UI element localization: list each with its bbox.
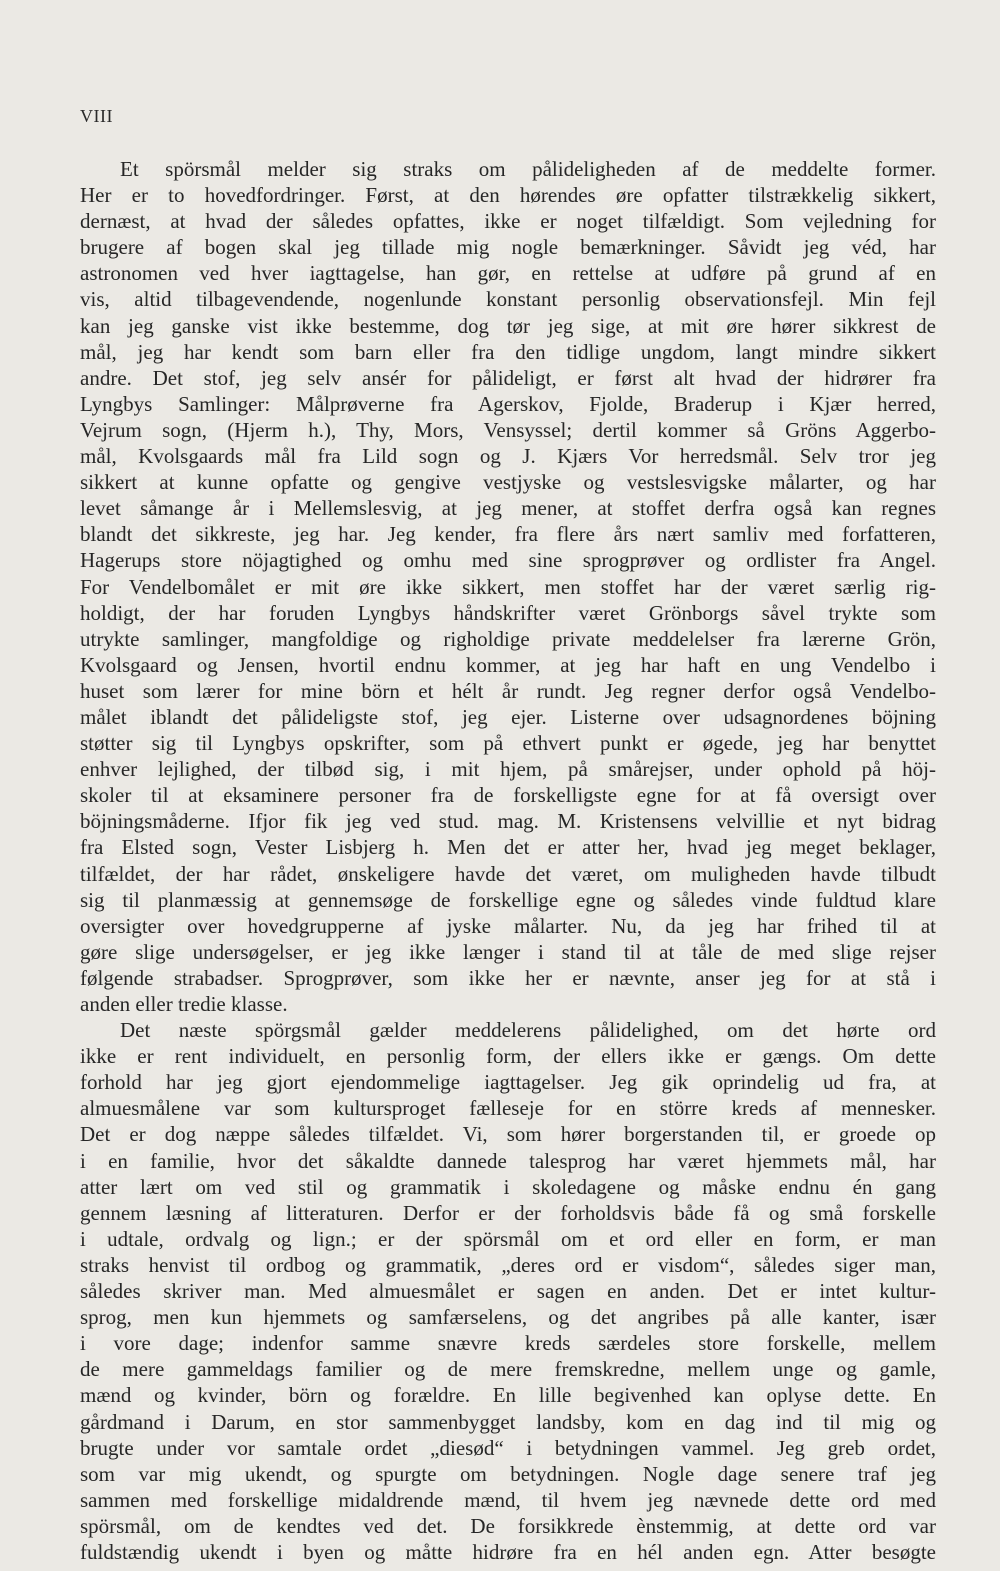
text-line: utrykte samlinger, mangfoldige og righoldige private meddelelser fra lærerne Grön, [80, 626, 936, 651]
text-line: gøre slige undersøgelser, er jeg ikke længer i stand til at tåle de med slige rejser [80, 939, 936, 964]
text-line: i udtale, ordvalg og lign.; er der spörsmål om et ord eller en form, er man [80, 1226, 936, 1251]
text-line: mål, Kvolsgaards mål fra Lild sogn og J. Kjærs Vor herredsmål. Selv tror jeg [80, 444, 936, 469]
text-line: anden eller tredie klasse. [80, 992, 288, 1016]
text-line: andre. Det stof, jeg selv ansér for pålideligt, er først alt hvad der hidrører fra [80, 365, 936, 390]
text-line: fuldstændig ukendt i byen og måtte hidrøre fra en hél anden egn. Atter besøgte [80, 1539, 936, 1564]
text-line: kan jeg ganske vist ikke bestemme, dog tør jeg sige, at mit øre hører sikkrest de [80, 313, 936, 338]
text-line: enhver lejlighed, der tilbød sig, i mit hjem, på smårejser, under ophold på höj- [80, 757, 936, 782]
text-line: sikkert at kunne opfatte og gengive vestjyske og vestslesvigske målarter, og har [80, 470, 936, 495]
text-line: forhold har jeg gjort ejendommelige iagttagelser. Jeg gik oprindelig ud fra, at [80, 1070, 936, 1095]
text-line: således skriver man. Med almuesmålet er sagen en anden. Det er intet kultur- [80, 1279, 936, 1304]
text-line: böjningsmåderne. Ifjor fik jeg ved stud. mag. M. Kristensens velvillie et nyt bidrag [80, 809, 936, 834]
text-line: For Vendelbomålet er mit øre ikke sikkert, men stoffet har der været særlig rig- [80, 574, 936, 599]
text-line: sammen med forskellige midaldrende mænd, til hvem jeg nævnede dette ord med [80, 1487, 936, 1512]
text-line: i vore dage; indenfor samme snævre kreds særdeles store forskelle, mellem [80, 1331, 936, 1356]
text-line: sprog, men kun hjemmets og samfærselens, og det angribes på alle kanter, især [80, 1305, 936, 1330]
text-line: Lyngbys Samlinger: Målprøverne fra Agerskov, Fjolde, Braderup i Kjær herred, [80, 391, 936, 416]
text-line: i en familie, hvor det såkaldte dannede talesprog har været hjemmets mål, har [80, 1148, 936, 1173]
text-line: skoler til at eksaminere personer fra de forskelligste egne for at få oversigt over [80, 783, 936, 808]
text-line: almuesmålene var som kultursproget fællesеje for en större kreds af mennesker. [80, 1096, 936, 1121]
text-line: astronomen ved hver iagttagelse, han gør, en rettelse at udføre på grund af en [80, 261, 936, 286]
text-line: blandt det sikkreste, jeg har. Jeg kender, fra flere års nært samliv med forfatteren, [80, 522, 936, 547]
text-line: Et spörsmål melder sig straks om pålideligheden af de meddelte former. [120, 157, 936, 181]
text-line: brugte under vor samtale ordet „diesød“ i betydningen vammel. Jeg greb ordet, [80, 1435, 936, 1460]
text-line: dernæst, at hvad der således opfattes, ikke er noget tilfældigt. Som vejledning for [80, 209, 936, 234]
text-line: målet iblandt det pålideligste stof, jeg ejer. Listerne over udsagnordenes böjning [80, 704, 936, 729]
text-line: ikke er rent individuelt, en personlig form, der ellers ikke er gængs. Om dette [80, 1044, 936, 1069]
text-line: oversigter over hovedgrupperne af jyske målarter. Nu, da jeg har frihed til at [80, 913, 936, 938]
text-line: levet såmange år i Mellemslesvig, at jeg mener, at stoffet derfra også kan regnes [80, 496, 936, 521]
text-line: Her er to hovedfordringer. Først, at den hørendes øre opfatter tilstrækkelig sikkert, [80, 183, 936, 208]
text-line: brugere af bogen skal jeg tillade mig nogle bemærkninger. Såvidt jeg véd, har [80, 235, 936, 260]
text-line: huset som lærer for mine börn et hélt år rundt. Jeg regner derfor også Vendelbo- [80, 678, 936, 703]
body-text [80, 156, 936, 1565]
page-number: VIII [80, 106, 113, 126]
text-line: følgende strabadser. Sprogprøver, som ikke her er nævnte, anser jeg for at stå i [80, 965, 936, 990]
text-line: sig til planmæssig at gennemsøge de forskellige egne og således vinde fuldtud klare [80, 887, 936, 912]
paragraph [80, 1017, 936, 1565]
text-line: Vejrum sogn, (Hjerm h.), Thy, Mors, Vensyssel; dertil kommer så Gröns Aggerbo- [80, 417, 936, 442]
text-line: Kvolsgaard og Jensen, hvortil endnu kommer, at jeg har haft en ung Vendelbo i [80, 652, 936, 677]
text-line: som var mig ukendt, og spurgte om betydningen. Nogle dage senere traf jeg [80, 1461, 936, 1486]
paragraph [80, 156, 936, 1017]
text-line: støtter sig til Lyngbys opskrifter, som på ethvert punkt er øgede, jeg har benyttet [80, 731, 936, 756]
text-line: Det er dog næppe således tilfældet. Vi, som hører borgerstanden til, er groede op [80, 1122, 936, 1147]
text-line: de mere gammeldags familier og de mere fremskredne, mellem unge og gamle, [80, 1357, 936, 1382]
text-line: fra Elsted sogn, Vester Lisbjerg h. Men det er atter her, hvad jeg meget beklager, [80, 835, 936, 860]
text-line: atter lært om ved stil og grammatik i skoledagene og måske endnu én gang [80, 1174, 936, 1199]
text-line: mål, jeg har kendt som barn eller fra den tidlige ungdom, langt mindre sikkert [80, 339, 936, 364]
text-line: mænd og kvinder, börn og forældre. En lille begivenhed kan oplyse dette. En [80, 1383, 936, 1408]
text-line: holdigt, der har foruden Lyngbys håndskrifter været Grönborgs såvel trykte som [80, 600, 936, 625]
text-line: Hagerups store nöjagtighed og omhu med sine sprogprøver og ordlister fra Angel. [80, 548, 936, 573]
text-line: gårdmand i Darum, en stor sammenbygget landsby, kom en dag ind til mig og [80, 1409, 936, 1434]
text-line: tilfældet, der har rådet, ønskeligere havde det været, om muligheden havde tilbudt [80, 861, 936, 886]
text-line: vis, altid tilbagevendende, nogenlunde konstant personlig observationsfejl. Min fejl [80, 287, 936, 312]
text-line: Det næste spörgsmål gælder meddelerens pålidelighed, om det hørte ord [120, 1018, 936, 1043]
text-line: straks henvist til ordbog og grammatik, „deres ord er visdom“, således siger man, [80, 1252, 936, 1277]
text-line: gennem læsning af litteraturen. Derfor er der forholdsvis både få og små forskelle [80, 1200, 936, 1225]
text-line: spörsmål, om de kendtes ved det. De forsikkrede ènstemmig, at dette ord var [80, 1513, 936, 1538]
